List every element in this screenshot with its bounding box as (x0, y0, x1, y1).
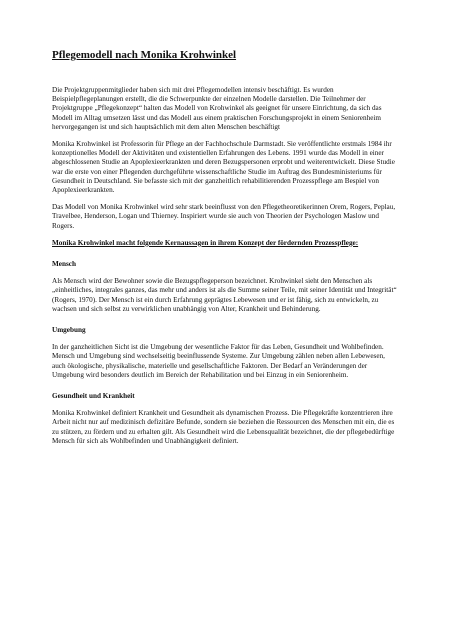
section-text-umgebung: In der ganzheitlichen Sicht ist die Umgebung der wesentliche Faktor für das Leben, Gesundheit und Wohlbefinden. Mensch und Umgebung sind wechselseitig beeinflussende Systeme. Zur Umgebung zählen neben allen Lebewesen, auch ökologische, physikalische, materielle und gesellschaftliche Faktoren. Der Bedarf an Veränderungen der Umgebung wird besonders deutlich im Bereich der Rehabilitation und bei Einzug in ein Seniorenheim. (52, 343, 385, 379)
section-text-mensch: Als Mensch wird der Bewohner sowie die Bezugspflegeperson bezeichnet. Krohwinkel sieht den Menschen als „einheitliches, integrales ganzes, das mehr und anders ist als die Summe seiner Teile, mit seiner Identität und Integrität“ (Rogers, 1970). Der Mensch ist ein durch Erfahrung geprägtes Lebewesen und er ist fähig, sich zu entwickeln, zu wachsen und sich selbst zu verwirklichen unabhängig von Alter, Krankheit und Behinderung. (52, 277, 397, 313)
intro-paragraph-3: Das Modell von Monika Krohwinkel wird sehr stark beeinflusst von den Pflegetheoretikerinnen Orem, Rogers, Peplau, Travelbee, Henderson, Logan und Thierney. Inspiriert wurde sie auch von Theorien der Psychologen Maslow und Rogers. (52, 203, 396, 230)
intro-paragraph-1: Die Projektgruppenmitglieder haben sich mit drei Pflegemodellen intensiv beschäftigt. Es wurden Beispielpflegeplanungen erstellt, die die Schwerpunkte der einzelnen Modelle darstellen. Die Teilnehmer der Projektgruppe „Pflegekonzept“ halten das Modell von Krohwinkel als geeignet für unsere Einrichtung, da sich das Modell im Alltag umsetzen lässt und das Modell aus einem praktischen Forschungsprojekt in einem Seniorenheim hervorgegangen ist und sich hauptsächlich mit dem alten Menschen beschäftigt (52, 86, 382, 131)
section-heading-mensch: Mensch (52, 260, 76, 269)
document-title: Pflegemodell nach Monika Krohwinkel (52, 49, 237, 61)
intro-paragraph-2: Monika Krohwinkel ist Professorin für Pflege an der Fachhochschule Darmstadt. Sie veröffentlichte erstmals 1984 ihr konzeptionelles Modell der Aktivitäten und existentiellen Erfahrungen des Lebens. 1991 wurde das Modell in einer abgeschlossenen Studie an Apoplexieerkrankten und deren Bezugspersonen erprobt und weiterentwickelt. Diese Studie war die erste von einer Pflegenden durchgeführte wissenschaftliche Studie im Auftrag des Bundesministeriums für Gesundheit in Deutschland. Sie befasste sich mit der ganzheitlich rehabilitierenden Prozesspflege am Bespiel von Apoplexieerkrankten. (52, 140, 395, 195)
section-text-gesundheit: Monika Krohwinkel definiert Krankheit und Gesundheit als dynamischen Prozess. Die Pflegekräfte konzentrieren ihre Arbeit nicht nur auf medizinisch defizitäre Befunde, sondern sie beziehen die Ressourcen des Menschen mit ein, die es zu stützen, zu fördern und zu erhalten gilt. Als Gesundheit wird die Lebensqualität bezeichnet, die der pflegebedürftige Mensch für sich als Wohlbefinden und Unabhängigkeit definiert. (52, 409, 395, 445)
document-page (52, 48, 400, 454)
section-heading-umgebung: Umgebung (52, 326, 86, 335)
section-heading-gesundheit: Gesundheit und Krankheit (52, 392, 135, 401)
kernaussagen-heading: Monika Krohwinkel macht folgende Kernaussagen in ihrem Konzept der fördernden Prozesspflege: (52, 238, 359, 247)
